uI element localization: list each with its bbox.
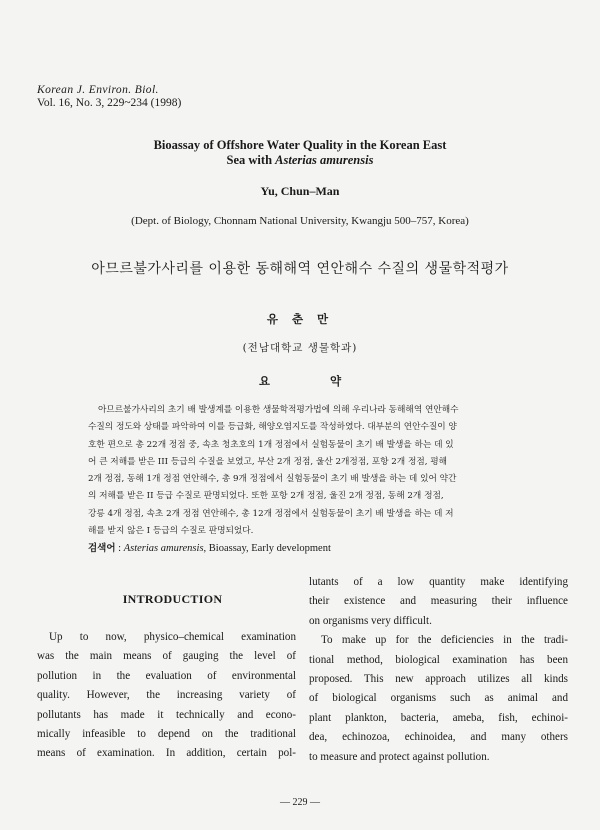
abstract-line: 호한 편으로 총 22개 정점 중, 속초 청초호의 1개 정점에서 실험동물이 초기 배 발생을 하는 데 있 — [88, 439, 454, 450]
body-line: pollutants has made it technically and econo- — [37, 708, 296, 721]
journal-citation — [37, 84, 181, 110]
body-line: dea, echinozoa, echinoidea, and many others — [309, 731, 568, 744]
keywords-label: 검색어 — [88, 543, 116, 554]
abstract-line: 어 큰 저해를 받은 III 등급의 수질을 보였고, 부산 2개 정점, 울산 2개정점, 포항 2개 정점, 평해 — [88, 456, 448, 467]
author-affiliation: (Dept. of Biology, Chonnam National University, Kwangju 500–757, Korea) — [131, 215, 469, 227]
body-line: means of examination. In addition, certain pol- — [37, 747, 296, 760]
abstract-line: 해를 받지 않은 I 등급의 수질로 판명되었다. — [88, 526, 254, 537]
korean-author: 유 춘 만 — [266, 312, 334, 326]
keywords — [88, 540, 331, 554]
korean-abstract — [88, 402, 520, 540]
abstract-line: 아므르불가사리의 초기 배 발생계를 이용한 생물학적평가법에 의해 우리나라 동해해역 연안해수 — [98, 405, 459, 415]
author-name: Yu, Chun–Man — [260, 184, 340, 198]
title-line-2-prefix: Sea with — [226, 153, 276, 167]
abstract-heading: 요 약 — [258, 374, 370, 388]
body-line: To make up for the deficiencies in the tradi- — [321, 634, 568, 647]
body-line: to measure and protect against pollution. — [309, 750, 490, 763]
body-line: quality. However, the increasing variety of — [37, 689, 296, 702]
korean-title: 아므르불가사리를 이용한 동해해역 연안해수 수질의 생물학적평가 — [91, 261, 509, 277]
body-line: lutants of a low quantity make identifying — [309, 576, 568, 588]
paper-title — [100, 138, 500, 168]
body-line: proposed. This new approach utilizes all kinds — [309, 673, 568, 686]
left-column — [37, 628, 296, 764]
abstract-line: 수질의 정도와 상태를 파악하여 이를 등급화, 해양오염지도를 작성하였다. 대부분의 연안수질이 양 — [88, 422, 457, 433]
body-line: plant plankton, bacteria, ameba, fish, echinoi- — [309, 711, 568, 724]
right-column — [309, 573, 568, 767]
journal-volume: Vol. 16, No. 3, 229~234 (1998) — [37, 97, 182, 109]
body-line: their existence and measuring their influence — [309, 595, 568, 608]
abstract-line: 의 저해를 받은 II 등급 수질로 판명되었다. 또한 포항 2개 정점, 울진 2개 정점, 동해 2개 정점, — [88, 491, 444, 502]
title-line-2 — [100, 153, 500, 168]
keyword-species: Asterias amurensis — [123, 543, 204, 554]
title-species: Asterias amurensis — [275, 153, 374, 167]
body-line: on organisms very difficult. — [309, 614, 432, 627]
body-line: was the main means of gauging the level of — [37, 650, 296, 663]
abstract-line: 강릉 4개 정점, 속초 2개 정점 연안해수, 총 12개 정점에서 실험동물이 초기 배 발생을 하는 데 저 — [88, 508, 454, 519]
journal-name: Korean J. Environ. Biol. — [37, 84, 159, 96]
body-line: of biological organisms such as animal and — [309, 692, 568, 705]
keywords-rest: , Bioassay, Early development — [203, 543, 331, 554]
introduction-heading: INTRODUCTION — [122, 592, 223, 606]
body-line: tional method, biological examination has been — [309, 653, 568, 666]
keywords-separator: : — [115, 543, 124, 554]
title-line-1: Bioassay of Offshore Water Quality in the Korean East — [153, 138, 447, 152]
page-number: — 229 — — [280, 797, 320, 808]
korean-affiliation: (전남대학교 생물학과) — [242, 342, 358, 354]
abstract-line: 2개 정점, 동해 1개 정점 연안해수, 총 9개 정점에서 실험동물이 초기 배 발생을 하는 데 있어 약간 — [88, 474, 457, 485]
body-line: pollution in the evaluation of environmental — [37, 669, 296, 682]
body-line: mically infeasible to depend on the traditional — [37, 728, 296, 741]
body-line: Up to now, physico–chemical examination — [49, 631, 296, 643]
